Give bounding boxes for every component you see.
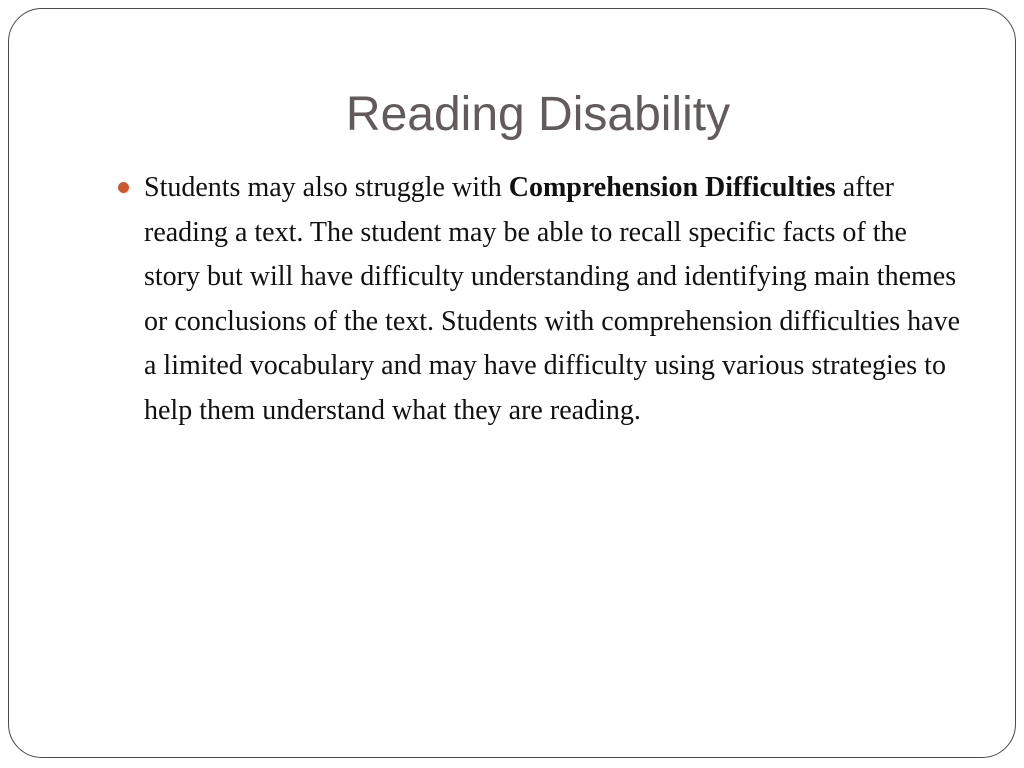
bullet-text-before: Students may also struggle with xyxy=(144,172,509,203)
bullet-bold-term: Comprehension Difficulties xyxy=(508,172,836,203)
bullet-text-after: after reading a text. The student may be able to recall specific facts of the story but will have difficulty understanding and identifying main themes or conclusions of the text. Students with comprehension difficulties have a limited vocabulary and may have difficulty using various strategies to help them understand what they are reading. xyxy=(144,172,960,426)
bullet-list xyxy=(118,166,968,433)
slide-title: Reading Disability xyxy=(345,88,731,141)
bullet-dot-icon xyxy=(118,182,129,193)
bullet-item xyxy=(118,166,968,433)
